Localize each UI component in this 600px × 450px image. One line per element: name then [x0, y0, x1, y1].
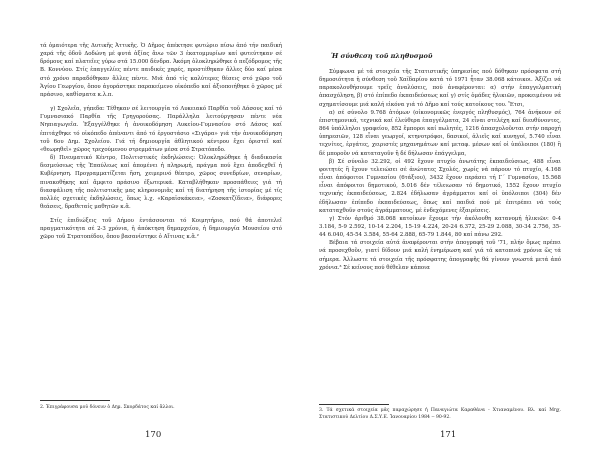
- left-footnote: 2. Ἐπιγράφουσα μοῦ δόνευν ὁ Δημ. Σκορδάτος καί ἄλλοι.: [40, 405, 175, 410]
- left-paragraph-2: γ) Σχολεῖα, γήπεδα: Τέθηκαν σέ λειτουργία τό Λυκειακό Παρθία τοῦ Δάσους καί τό Γυμνασιακό Παρθία τῆς Γρηγορούσας. Παράλληλα λειτούργησαν πέντε νέα Νηπιαγωγεῖα. Ἐξαγγέλθηκε ἡ ἀνοικοδόμηση Λυκείου-Γυμνασίου στό Δάσος καί ἐπιτάχθηκε τό οἰκόπεδο ἀπέναντι ἀπό τό ἐργοστάσιο «Σιγάρα» γιά τήν ἀνοικοδόμηση τοῦ 6ου Δημ. Σχολείου. Γιά τή δημιουργία ἀθλητικού κέντρου ἔχει ὁριστεῖ καί «θεωρηθεῖ» χῶρος τρεχούμενου στρεμμάτων μέσα στό Στρατόπεδο.: [40, 106, 282, 153]
- left-paragraph-4: Στίς ἐπιδιώξεις τοῦ Δήμου ἐντάσσονται τό Κοιμητήριο, πού θά ἀποτελεῖ πραγματικότητα σέ 2-3 χρόνια, ἡ ἀπόκτηση δημαρχείου, ἡ δημιουργία Μουσείου στό χῶρο τοῦ Στρατοπέδου, ὅπου βασανίστηκε ὁ Αἴτινας κ.ἄ.²: [40, 218, 282, 241]
- right-paragraph-4: γ) Στόν ἀριθμό 38.068 κατοίκων ἔχουμε τήν ἀκόλουθη κατανομή ἡλικιῶν: 0-4 3.184, 5-9 2.592, 10-14 2.204, 15-19 4.224, 20-24 6.372, 25-29 2.088, 30-34 2.756, 35-44 6.040, 45-54 3.584, 55-64 2.888, 65-79 1.844, 80 καί πάνω 292.: [319, 215, 561, 239]
- right-page-number: 171: [440, 430, 457, 440]
- left-paragraph-1: τά ὁμαιότερα τῆς Δυτικῆς Ἀττικῆς. Ὁ Δῆμος ἀπέκτησε φυτώριο πίσω ἀπό τήν παιδική χαρά τῆς ὁδοῦ Δοδώνη μέ φυτά ἀξίας ἄνω τῶν 3 ἑκατομμυρίων καί φυτεύτηκαν σέ δρόμους καί πλατεῖες γύρω στά 15.000 δένδρα. Ἀκόμη ὁλοκληρώθηκε ὁ πεζόδρομος τῆς Β. Κοννύου. Στίς ἐπαγγελίες πέντε παιδικές χαρές, προστέθηκαν ἄλλες δύο καί μέσα στό χρόνο παραδόθηκαν ἄλλες πέντε. Μιά ἀπό τίς καλύτερες θέσεις στό χῶρο τοῦ Ἁγίου Γεωργίου, ὅπου ἀγοράστηκε παρακείμενο οἰκόπεδο καί ἀξιοποιήθηκε ὁ χῶρος μέ πράσινο, καθίσματα κ.λ.π.: [40, 43, 282, 98]
- right-paragraph-2: α) σέ σύνολο 9.768 ἀτόμων (οἰκονομικῶς ἐνεργός πληθυσμός), 764 ἀνήκουν σέ ἐπιστημονικά, τεχνικά καί ἐλεύθερα ἐπαγγέλματα, 24 εἶναι στελέχη καί διευθύνοντες, 864 ὑπάλληλοι γραφείου, 852 ἔμποροι καί πωλητές, 1216 ἀπασχολοῦνται στήν παροχή ὑπηρεσιῶν, 128 εἶναι γεωργοί, κτηνοτρόφοι, δασικοί, ἁλιεῖς καί κυνηγοί, 5.740 εἶναι τεχνίτες, ἐργάτες, χειριστές μηχανημάτων καί μεταφ. μέσων καί οἱ ὑπόλοιποι (180) ἢ δέ μποροῦν νά καταταγοῦν ἢ δέ δήλωσαν ἐπάγγελμα,: [319, 109, 561, 157]
- section-heading: Ἡ σύνθεση τοῦ πληθυσμοῦ: [331, 52, 433, 60]
- right-page-body: [319, 52, 561, 272]
- right-page: [300, 0, 600, 450]
- right-paragraph-3: β) Σέ σύνολο 32.292, οἱ 492 ἔχουν πτυχίο ἀνωτάτης ἐκπαιδεύσεως, 488 εἶναι φοιτητές ἢ ἔχουν τελειώσει σέ ἀνώτατες Σχολές, χωρίς νά πάρουν τό πτυχίο, 4.168 εἶναι ἀπόφοιτοι Γυμνασίου (6τάξιου), 3432 ἔχουν περάσει τή Γ΄ Γυμνασίου, 15.568 εἶναι ἀπόφοιτοι δημοτικού, 5.016 δέν τέλειωσαν τό δημοτικό, 1552 ἔχουν πτυχίο τεχνικής ἐκπαιδεύσεως, 2.824 ἐδήλωσαν ἀγράμματοι καί οἱ ὑπόλοιποι (304) δέν ἐδήλωσαν ἐπίπεδο ἐκπαιδεύσεως, ὅπως καί παιδιά πού μέ ἐπιτρέπει νά τούς καταταχθοῦν στούς ἀγράμματους, μέ ἐνδεχόμενες ἐξαιρέσεις.: [319, 158, 561, 214]
- left-paragraph-3: δ) Πνευματικό Κέντρο, Πολιτιστικές ἐκδηλώσεις: Ὁλοκληρώθηκε ἡ διαδικασία δεσμεύσεως τῆς Ἐπαύλεως καί ἀπομένει ἡ πληρωμή, πράγμα πού ἔχει ἀποδεχθεῖ ἡ Κυβέρνηση. Προγραμματίζεται ἤση, χειμερινό θέατρο, χῶρος συνεδρίων, σεναρίων, πινακοθήκης καί ἄμφιτο πράσινο ἐξωτερικά. Καταβλήθηκαν προσπάθειες γιά τή διασφάλιση τῆς πολιτιστικῆς μας κληρονομιᾶς καί τή διατήρηση τῆς ἱστορίας μέ τίς πολλές σχετικές ἐκδηλώσεις, ὅπως λ.χ. «Καραϊσκάκεια», «Ζοσκατζίδεια», διάφορες θεάσεις, δραθεταίς μαθητῶν κ.ἄ.: [40, 155, 282, 210]
- right-footnote: 3. Τά σχετικά στοιχεία μᾶς παραχώρησε ἡ Παναγιώτα Καραθάνα - Χτιαναμένου. Βλ. καί Μηχ. Στατιστικού Δελτίου Δ.Σ.Υ.Ε. Ἰανουαρίου 1984 -- 90-92.: [319, 408, 561, 420]
- left-page-body: [40, 42, 282, 242]
- left-footnote-divider: [40, 400, 110, 401]
- left-page-number: 170: [145, 430, 162, 440]
- right-paragraph-5: Βέβαια τά στοιχεία αὐτά ἀναφέρονται στήν ἀπογραφή τοῦ '71, πλήν ὅμως πρέπει νά προσεχθοῦν, γιατί δίδουν μιά καλή ἐνημέρωση καί γιά τά κατοπινά χρόνια ὥς τά σήμερα. Ἀλλωστε τά στοιχεία τῆς πρόσφατης ἀπογραφῆς θά γίνουν γνωστά μετά ἀπό χρόνια.³ Σέ κείνους πού θέθελαν κάποια: [319, 240, 561, 271]
- right-footnote-divider: [319, 404, 389, 405]
- right-paragraph-1: Σύμφωνα μέ τά στοιχεία τῆς Στατιστικῆς ὑπηρεσίας πού δόθηκαν πρόσφατα στή δημοσιότητα ἡ σύνθεση τοῦ Χαϊδαρίου κατά τό 1971 ἦταν 38.068 κάτοικοι. Ἀξίζει νά παρακολουθήσουμε τρεῖς ἀναλύσεις, πού ἀναφέρονται: α) στήν ἐπαγγελματική ἀπασχόληση, β) στό ἐπίπεδο ἐκπαιδεύσεως καί γ) στίς ὁμάδες ἡλικιῶν, προκειμένου νά σχηματίσουμε μιά καλή εἰκόνα γιά τό Δῆμο καί τούς κατοίκους του. Ἔτσι,: [319, 69, 561, 108]
